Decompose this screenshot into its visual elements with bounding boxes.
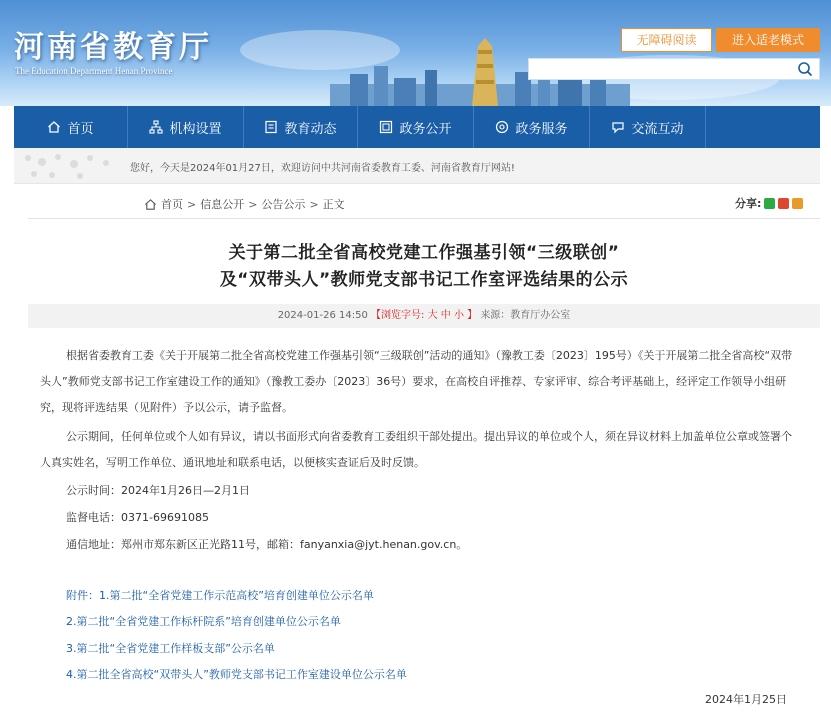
mailing-address: 通信地址：郑州市郑东新区正光路11号，邮箱：fanyanxia@jyt.henan.gov.cn。 xyxy=(66,538,468,551)
attachment-1-title: 1.第二批“全省党建工作示范高校”培育创建单位公示名单 xyxy=(99,589,374,602)
publicity-period: 公示时间：2024年1月26日—2月1日 xyxy=(66,484,250,497)
share-bar xyxy=(735,195,803,211)
dot-pattern-decoration xyxy=(18,148,118,184)
nav-item-government-affairs[interactable] xyxy=(358,106,474,148)
breadcrumb-info-public-link[interactable]: 信息公开 xyxy=(200,198,245,211)
nav-item-label: 交流互动 xyxy=(631,121,684,137)
nav-item-education-news[interactable] xyxy=(244,106,358,148)
nav-item-interaction[interactable] xyxy=(590,106,706,148)
article-title-line-2: 及“双带头人”教师党支部书记工作室评选结果的公示 xyxy=(219,270,629,290)
share-label: 分享: xyxy=(735,197,762,210)
breadcrumb-home-link[interactable]: 首页 xyxy=(161,198,183,211)
font-size-suffix: 】 xyxy=(467,310,478,321)
service-icon xyxy=(495,120,509,134)
nav-item-home[interactable] xyxy=(14,106,128,148)
breadcrumb xyxy=(144,196,345,212)
qzone-share-icon[interactable] xyxy=(792,198,803,209)
article-title-line-1: 关于第二批全省高校党建工作强基引领“三级联创” xyxy=(228,243,620,263)
font-size-prefix: 【浏览字号: xyxy=(371,310,425,321)
article-paragraph-1: 根据省委教育工委《关于开展第二批全省高校党建工作强基引领“三级联创”活动的通知》（豫教工委〔2023〕195号）《关于开展第二批全省高校“双带头人”教师党支部书记工作室建设工作的通知》（豫教工委办〔2023〕36号）要求，在高校自评推荐、专家评审、综合考评基础上，经评定工作领导小组研究，现将评选结果（见附件）予以公示，请予监督。 xyxy=(40,349,793,414)
nav-item-label: 政务公开 xyxy=(399,121,452,137)
publish-datetime: 2024-01-26 14:50 xyxy=(277,310,368,321)
breadcrumb-separator: > xyxy=(309,197,319,211)
chat-icon xyxy=(611,120,625,134)
supervision-phone: 监督电话：0371-69691085 xyxy=(66,511,209,524)
attachment-1-link[interactable] xyxy=(66,587,374,603)
org-chart-icon xyxy=(149,120,163,134)
home-icon xyxy=(47,120,61,134)
attachment-2-link[interactable]: 2.第二批“全省党建工作标杆院系”培育创建单位公示名单 xyxy=(66,615,341,628)
font-size-small-button[interactable]: 小 xyxy=(453,310,464,321)
nav-item-government-services[interactable] xyxy=(474,106,590,148)
wechat-share-icon[interactable] xyxy=(764,198,775,209)
nav-item-label: 政务服务 xyxy=(515,121,568,137)
main-nav xyxy=(14,106,820,148)
breadcrumb-separator: > xyxy=(187,197,197,211)
nav-item-label: 首页 xyxy=(67,121,94,137)
font-size-large-button[interactable]: 大 xyxy=(427,310,438,321)
attachment-3-link[interactable]: 3.第二批“全省党建工作样板支部”公示名单 xyxy=(66,642,275,655)
article-paragraph-2: 公示期间，任何单位或个人如有异议，请以书面形式向省委教育工委组织干部处提出。提出异议的单位或个人，须在异议材料上加盖单位公章或签署个人真实姓名，写明工作单位、通讯地址和联系电话，以便核实查证后及时反馈。 xyxy=(40,430,792,469)
font-size-medium-button[interactable]: 中 xyxy=(440,310,451,321)
breadcrumb-separator: > xyxy=(248,197,258,211)
document-icon xyxy=(379,120,393,134)
accessibility-reading-button[interactable]: 无障碍阅读 xyxy=(621,28,712,52)
breadcrumb-current: 正文 xyxy=(322,198,345,211)
news-icon xyxy=(264,120,278,134)
home-icon xyxy=(144,198,157,211)
search-box xyxy=(528,58,820,80)
search-input[interactable] xyxy=(529,61,789,81)
welcome-message: 您好，今天是2024年01月27日，欢迎访问中共河南省委教育工委、河南省教育厅网站! xyxy=(130,163,515,174)
elder-mode-button[interactable]: 进入适老模式 xyxy=(716,28,820,52)
article-source: 来源：教育厅办公室 xyxy=(480,310,571,321)
site-title: 河南省教育厅 xyxy=(14,30,212,65)
header-banner xyxy=(0,0,831,106)
welcome-bar xyxy=(14,148,820,184)
nav-item-organization[interactable] xyxy=(128,106,244,148)
weibo-share-icon[interactable] xyxy=(778,198,789,209)
site-subtitle: The Education Department Henan Province xyxy=(15,66,173,76)
divider xyxy=(28,218,820,219)
signature-date: 2024年1月25日 xyxy=(705,693,787,706)
nav-item-label: 教育动态 xyxy=(284,121,337,137)
nav-item-label: 机构设置 xyxy=(169,121,222,137)
article-meta-bar xyxy=(28,304,820,328)
attachment-label: 附件： xyxy=(66,589,99,602)
search-icon[interactable] xyxy=(797,61,813,77)
attachment-4-link[interactable]: 4.第二批全省高校“双带头人”教师党支部书记工作室建设单位公示名单 xyxy=(66,668,407,681)
breadcrumb-announcements-link[interactable]: 公告公示 xyxy=(261,198,306,211)
